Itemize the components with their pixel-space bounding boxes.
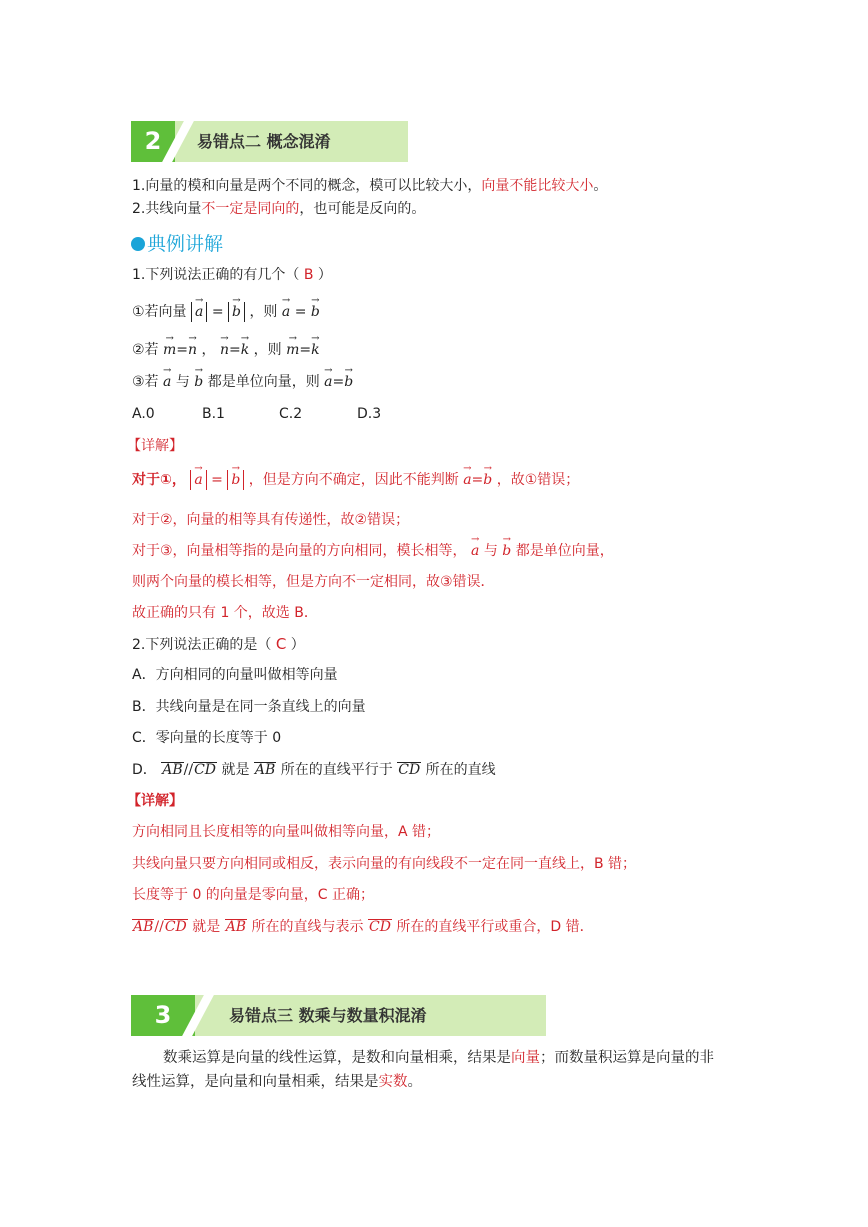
text-line <box>132 199 425 219</box>
vector-b: → b <box>344 372 353 392</box>
vector-b: → b <box>194 372 203 392</box>
detail-line <box>132 470 579 490</box>
text: 数乘运算是向量的线性运算，是数和向量相乘，结果是 <box>163 1050 511 1066</box>
highlight: 向量 <box>511 1050 540 1066</box>
text: ，则 <box>253 342 282 358</box>
vector-ab: AB <box>225 919 247 935</box>
text: ②若 <box>132 342 159 358</box>
vector-b: → b <box>483 470 492 490</box>
detail-line: 对于②，向量的相等具有传递性，故②错误； <box>132 512 410 528</box>
vector-cd: CD <box>398 762 421 778</box>
text: ） <box>290 637 305 653</box>
vector-ab: AB <box>133 919 154 935</box>
vector-b: → b <box>502 541 511 561</box>
detail-label: 【详解】 <box>127 793 183 809</box>
vector-b: → b <box>231 470 240 490</box>
equals: = <box>211 304 224 320</box>
text: 所在的直线平行于 <box>280 762 393 778</box>
text: 2.共线向量 <box>132 201 202 217</box>
vector-cd: CD <box>194 762 217 778</box>
text-line <box>132 176 607 196</box>
equals: = <box>229 342 241 358</box>
vector-a: → a <box>463 470 471 490</box>
text: ） <box>317 267 332 283</box>
vector-a: → a <box>471 541 479 561</box>
paragraph-line <box>132 1072 422 1092</box>
option-d <box>132 760 496 780</box>
text: 所在的直线 <box>425 762 496 778</box>
vector-a: → a <box>324 372 332 392</box>
vector-cd: CD <box>164 919 187 935</box>
highlight: 向量不能比较大小 <box>481 178 594 194</box>
text: 都是单位向量，则 <box>207 374 320 390</box>
text: ，故①错误； <box>496 472 580 488</box>
question-2-stem <box>132 634 305 655</box>
option-a: A．方向相同的向量叫做相等向量 <box>132 667 338 683</box>
vector-b: → b <box>311 302 320 322</box>
text: 线性运算，是向量和向量相乘，结果是 <box>132 1074 379 1090</box>
section-title: 易错点三 数乘与数量积混淆 <box>229 1006 427 1025</box>
bullet-icon <box>131 237 145 251</box>
question-1-item-1 <box>132 302 320 322</box>
option-d: D.3 <box>357 406 382 422</box>
equals: = <box>211 472 223 488</box>
text: 就是 <box>221 762 250 778</box>
equals: = <box>176 342 189 358</box>
text: 对于①， <box>132 472 186 488</box>
detail-line: 共线向量只要方向相同或相反，表示向量的有向线段不一定在同一直线上，B 错； <box>132 856 637 872</box>
section-2-banner <box>131 121 408 162</box>
text: 就是 <box>192 919 221 935</box>
section-heading <box>131 229 223 256</box>
vector-b: → b <box>232 302 241 322</box>
detail-line: 故正确的只有 1 个，故选 B． <box>132 605 318 621</box>
abs-a <box>191 302 207 322</box>
vector-m: → m <box>163 340 176 360</box>
text: 所在的直线平行或重合，D 错． <box>396 919 594 935</box>
parallel: // <box>183 762 194 778</box>
equals: = <box>471 472 484 488</box>
question-1-stem <box>132 265 332 285</box>
section-number: 3 <box>131 995 195 1036</box>
detail-line <box>132 541 614 561</box>
text: ，则 <box>249 304 278 320</box>
detail-line: 长度等于 0 的向量是零向量，C 正确； <box>132 887 375 903</box>
vector-a: → a <box>163 372 171 392</box>
vector-a: → a <box>195 302 203 322</box>
text: 。 <box>593 178 608 194</box>
vector-cd: CD <box>369 919 391 935</box>
text: 1.下列说法正确的有几个（ <box>132 267 300 283</box>
text: 对于③，向量相等指的是向量的方向相同，模长相等， <box>132 543 467 559</box>
paragraph-line <box>163 1048 714 1068</box>
section-title: 易错点二 概念混淆 <box>197 132 331 151</box>
abs-b <box>228 302 245 322</box>
equals: = <box>299 342 312 358</box>
section-3-banner <box>131 995 546 1036</box>
vector-k: → k <box>241 340 249 360</box>
text: 都是单位向量， <box>515 543 614 559</box>
vector-ab: AB <box>254 762 276 778</box>
text: ③若 <box>132 374 159 390</box>
highlight: 实数 <box>378 1074 408 1090</box>
detail-line <box>132 917 594 937</box>
vector-n: → n <box>220 340 229 360</box>
option-c: C．零向量的长度等于 0 <box>132 730 282 746</box>
vector-a: → a <box>282 302 290 322</box>
text: 所在的直线与表示 <box>251 919 364 935</box>
abs-a <box>190 470 206 490</box>
heading-text: 典例讲解 <box>147 233 224 255</box>
equals: = <box>294 304 307 320</box>
option-c: C.2 <box>279 406 303 422</box>
text: D． <box>132 762 157 778</box>
vector-m: → m <box>286 340 299 360</box>
abs-b <box>227 470 244 490</box>
vector-k: → k <box>311 340 319 360</box>
option-b: B．共线向量是在同一条直线上的向量 <box>132 699 366 715</box>
text: 与 <box>483 543 498 559</box>
question-1-item-3 <box>132 372 353 392</box>
question-1-item-2 <box>132 340 320 360</box>
detail-label: 【详解】 <box>127 438 183 454</box>
section-number: 2 <box>131 121 175 162</box>
option-a: A.0 <box>132 406 155 422</box>
text: ， <box>201 342 216 358</box>
vector-a: → a <box>194 470 202 490</box>
question-1-options <box>132 404 381 424</box>
vector-ab: AB <box>162 762 183 778</box>
text: 1.向量的模和向量是两个不同的概念，模可以比较大小， <box>132 178 482 194</box>
text: 与 <box>175 374 190 390</box>
parallel: // <box>154 919 164 935</box>
equals: = <box>332 374 345 390</box>
text: ，但是方向不确定，因此不能判断 <box>248 472 459 488</box>
answer: C <box>275 635 287 653</box>
text: ，也可能是反向的。 <box>299 201 426 217</box>
text: ；而数量积运算是向量的非 <box>540 1050 714 1066</box>
text: 。 <box>407 1074 422 1090</box>
detail-line: 则两个向量的模长相等，但是方向不一定相同，故③错误． <box>132 574 495 590</box>
vector-n: → n <box>188 340 197 360</box>
answer: B <box>303 267 314 283</box>
text: 2.下列说法正确的是（ <box>132 637 272 653</box>
highlight: 不一定是同向的 <box>201 201 300 217</box>
option-b: B.1 <box>202 406 225 422</box>
detail-line: 方向相同且长度相等的向量叫做相等向量，A 错； <box>132 824 441 840</box>
text: ①若向量 <box>132 304 187 320</box>
